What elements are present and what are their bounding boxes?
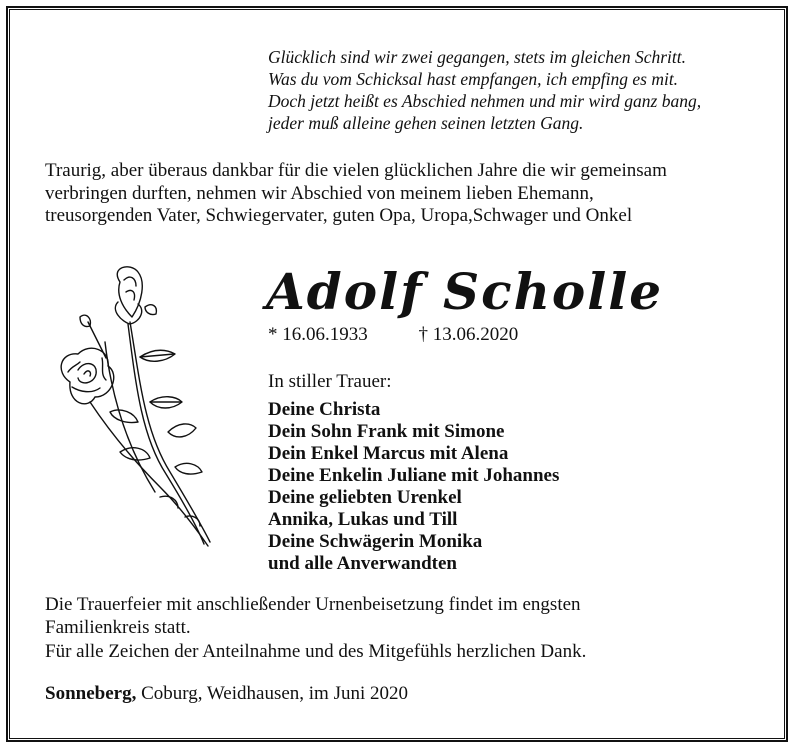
mourner-line: Deine Christa [268, 399, 381, 420]
mourner-line: Deine geliebten Urenkel [268, 487, 462, 508]
service-notice [45, 594, 581, 639]
rose-drawing-icon [50, 262, 220, 552]
intro-line: treusorgenden Vater, Schwiegervater, guten Opa, Uropa,Schwager und Onkel [45, 205, 633, 226]
mourner-line: Dein Sohn Frank mit Simone [268, 421, 505, 442]
mourner-line: und alle Anverwandten [268, 553, 457, 574]
intro-line: verbringen durften, nehmen wir Abschied von meinem lieben Ehemann, [45, 182, 594, 204]
intro-line: Traurig, aber überaus dankbar für die vielen glücklichen Jahre die wir gemeinsam [45, 160, 667, 181]
mourner-line: Dein Enkel Marcus mit Alena [268, 443, 509, 464]
mourner-line: Deine Enkelin Juliane mit Johannes [268, 465, 560, 486]
intro-text [45, 160, 760, 228]
poem-line: Was du vom Schicksal hast empfangen, ich empfing es mit. [268, 69, 679, 89]
poem-line: Doch jetzt heißt es Abschied nehmen und mir wird ganz bang, [268, 91, 702, 111]
mourning-label: In stiller Trauer: [268, 371, 392, 392]
poem-line: Glücklich sind wir zwei gegangen, stets im gleichen Schritt. [268, 47, 686, 67]
death-date: † 13.06.2020 [418, 324, 519, 345]
birth-date: * 16.06.1933 [268, 324, 368, 345]
place-main: Sonneberg, [45, 683, 137, 704]
service-line: Die Trauerfeier mit anschließender Urnenbeisetzung findet im engsten [45, 594, 581, 615]
place-rest: Coburg, Weidhausen, im Juni 2020 [136, 683, 409, 704]
poem-line: jeder muß alleine gehen seinen letzten Gang. [268, 113, 584, 133]
mourner-list [268, 399, 559, 575]
mourner-line: Annika, Lukas und Till [268, 509, 458, 530]
mourner-line: Deine Schwägerin Monika [268, 531, 483, 552]
life-dates [268, 324, 518, 346]
service-line: Familienkreis statt. [45, 616, 191, 638]
poem [268, 46, 701, 134]
thanks-text: Für alle Zeichen der Anteilnahme und des Mitgefühls herzlichen Dank. [45, 641, 587, 662]
place-date [45, 683, 408, 706]
deceased-name: Adolf Scholle [266, 262, 664, 321]
